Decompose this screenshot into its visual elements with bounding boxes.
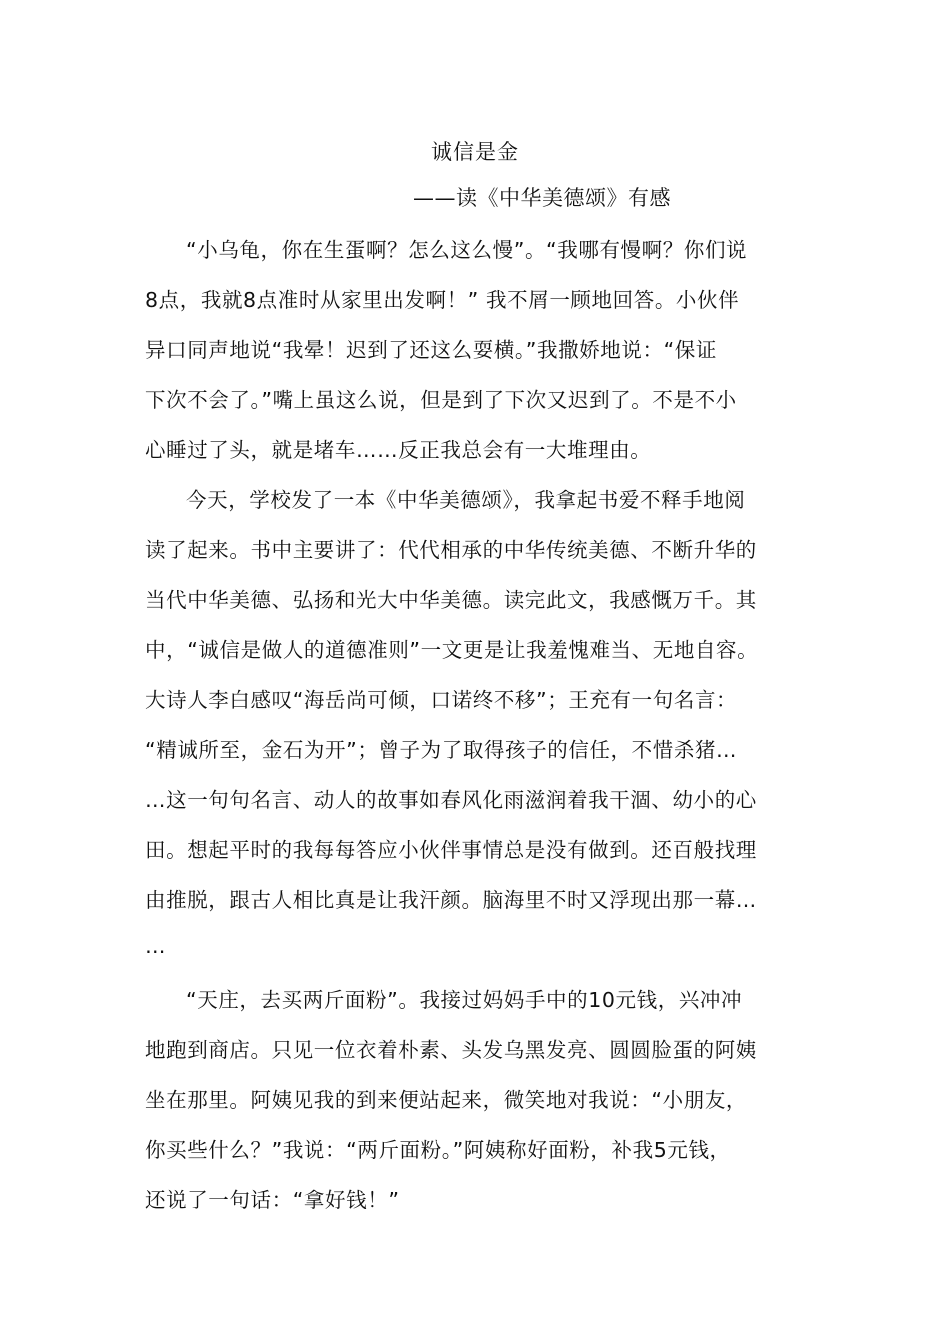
text-line: 大诗人李白感叹“海岳尚可倾，口诺终不移”；王充有一句名言： bbox=[145, 688, 738, 712]
text-line: 异口同声地说“我晕！迟到了还这么耍横。”我撒娇地说：“保证 bbox=[145, 338, 718, 362]
text-line: 中，“诚信是做人的道德准则”一文更是让我羞愧难当、无地自容。 bbox=[145, 638, 759, 662]
text-line: 你买些什么？”我说：“两斤面粉。”阿姨称好面粉，补我5元钱， bbox=[145, 1138, 731, 1162]
text-line: 当代中华美德、弘扬和光大中华美德。读完此文，我感慨万千。其 bbox=[145, 588, 757, 612]
text-line: 地跑到商店。只见一位衣着朴素、头发乌黑发亮、圆圆脸蛋的阿姨 bbox=[145, 1038, 757, 1062]
text-line: 8点，我就8点准时从家里出发啊！” 我不屑一顾地回答。小伙伴 bbox=[145, 288, 740, 312]
text-line: “精诚所至，金石为开”；曾子为了取得孩子的信任，不惜杀猪… bbox=[145, 738, 738, 762]
text-line: 田。想起平时的我每每答应小伙伴事情总是没有做到。还百般找理 bbox=[145, 838, 757, 862]
text-line: 还说了一句话：“拿好钱！” bbox=[145, 1188, 400, 1212]
text-line: “小乌龟，你在生蛋啊？怎么这么慢”。“我哪有慢啊？你们说 bbox=[186, 238, 748, 262]
document-subtitle: ——读《中华美德颂》有感 bbox=[413, 186, 671, 210]
text-line: … bbox=[145, 934, 167, 958]
document-title: 诚信是金 bbox=[431, 140, 519, 164]
text-line: 今天，学校发了一本《中华美德颂》，我拿起书爱不释手地阅 bbox=[186, 488, 746, 512]
text-line: 坐在那里。阿姨见我的到来便站起来，微笑地对我说：“小朋友， bbox=[145, 1088, 748, 1112]
text-line: …这一句句名言、动人的故事如春风化雨滋润着我干涸、幼小的心 bbox=[145, 788, 757, 812]
text-line: “天庄，去买两斤面粉”。我接过妈妈手中的10元钱，兴冲冲 bbox=[186, 988, 743, 1012]
text-line: 下次不会了。”嘴上虽这么说，但是到了下次又迟到了。不是不小 bbox=[145, 388, 737, 412]
text-line: 读了起来。书中主要讲了：代代相承的中华传统美德、不断升华的 bbox=[145, 538, 757, 562]
text-line: 由推脱，跟古人相比真是让我汗颜。脑海里不时又浮现出那一幕… bbox=[145, 888, 757, 912]
text-line: 心睡过了头，就是堵车……反正我总会有一大堆理由。 bbox=[145, 438, 652, 462]
